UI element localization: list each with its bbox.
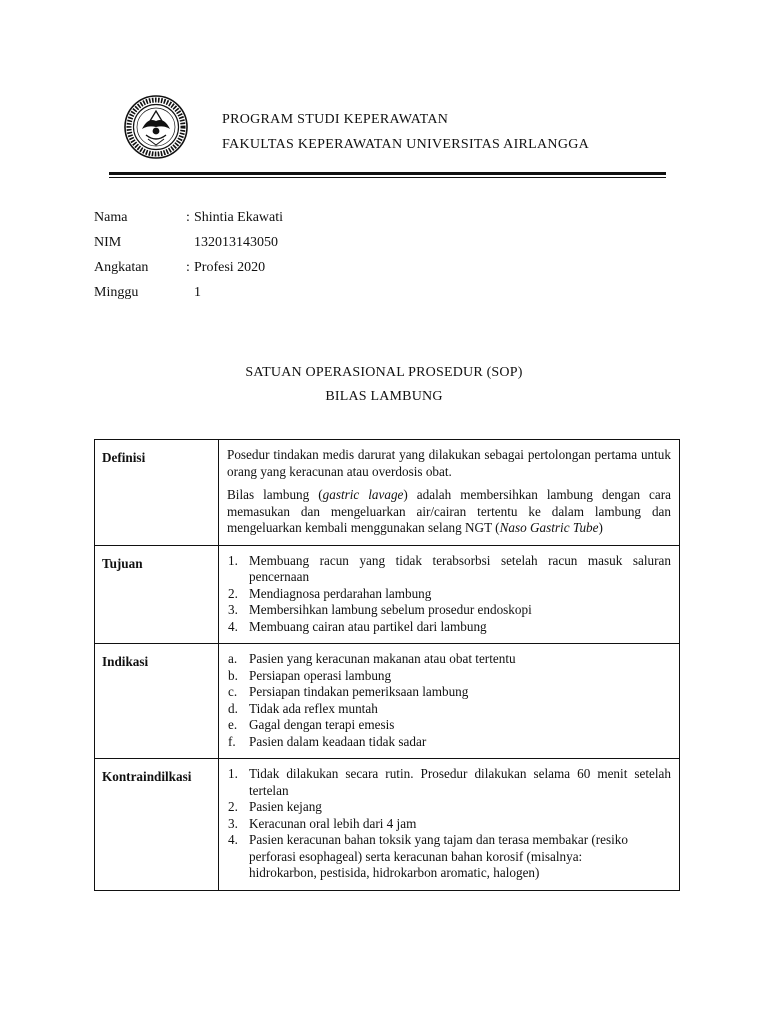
row-label: Tujuan (95, 545, 219, 644)
list-text: Keracunan oral lebih dari 4 jam (249, 815, 417, 831)
text-span: ) (598, 520, 603, 535)
header-divider-thick (109, 172, 666, 175)
list-marker: 3. (228, 602, 238, 617)
definition-paragraph: Posedur tindakan medis darurat yang dilakukan sebagai pertolongan pertama untuk orang yang keracunan atau overdosis obat. (227, 447, 671, 479)
list-marker: 1. (228, 552, 238, 568)
student-info (94, 205, 283, 305)
list-text: Pasien kejang (249, 799, 322, 814)
list-item (227, 701, 671, 718)
list-text: Pasien keracunan bahan toksik yang tajam dan terasa membakar (resiko perforasi esophageal) serta keracunan bahan korosif (misalnya: (249, 832, 628, 864)
list-marker: 3. (228, 815, 238, 831)
info-row-nama (94, 205, 283, 230)
row-content (219, 545, 680, 644)
info-value: Shintia Ekawati (194, 209, 284, 225)
list-marker: d. (228, 700, 238, 716)
list-item (227, 586, 671, 603)
list-continuation: hidrokarbon, pestisida, hidrokarbon aromatic, halogen) (249, 865, 540, 880)
list-item (227, 619, 671, 636)
list-text: Membersihkan lambung sebelum prosedur endoskopi (249, 602, 532, 617)
table-row-tujuan (95, 545, 680, 644)
text-span: ) adalah membersihkan lambung dengan cara memasukan dan mengeluarkan air/cairan tertentu ke dalam lambung dan mengeluarkan kembali menggunakan selang NGT ( (227, 487, 671, 535)
numbered-list (227, 553, 671, 636)
row-label: Kontraindilkasi (95, 759, 219, 891)
document-title: SATUAN OPERASIONAL PROSEDUR (SOP) (245, 365, 523, 380)
row-content (219, 644, 680, 759)
list-text: Membuang cairan atau partikel dari lambung (249, 618, 487, 634)
numbered-list (227, 766, 671, 865)
text-span: Bilas lambung ( (227, 487, 323, 502)
info-row-angkatan (94, 255, 283, 280)
row-label: Definisi (95, 440, 219, 546)
list-item (227, 766, 671, 799)
list-marker: 2. (228, 585, 238, 601)
list-text: Pasien yang keracunan makanan atau obat tertentu (249, 651, 516, 666)
row-content (219, 759, 680, 891)
list-item (227, 651, 671, 668)
faculty-title: FAKULTAS KEPERAWATAN UNIVERSITAS AIRLANGGA (222, 137, 590, 152)
list-text: Tidak dilakukan secara rutin. Prosedur dilakukan selama 60 menit setelah tertelan (249, 766, 671, 798)
info-value: 132013143050 (194, 234, 278, 250)
info-key: Angkatan (94, 259, 149, 275)
info-colon: : (186, 259, 190, 275)
info-key: NIM (94, 234, 122, 250)
list-item (227, 684, 671, 701)
list-marker: e. (228, 717, 238, 732)
list-marker: 2. (228, 799, 238, 814)
list-text: Pasien dalam keadaan tidak sadar (249, 733, 427, 749)
list-marker: b. (228, 667, 238, 683)
list-text: Mendiagnosa perdarahan lambung (249, 585, 432, 601)
list-text: Membuang racun yang tidak terabsorbsi setelah racun masuk saluran pencernaan (249, 552, 671, 584)
table-row-definisi (95, 440, 680, 546)
info-row-nim (94, 230, 283, 255)
list-text: Persiapan tindakan pemeriksaan lambung (249, 684, 469, 699)
italic-term: Naso Gastric Tube (499, 520, 599, 535)
list-item (227, 799, 671, 816)
list-item (227, 602, 671, 619)
list-marker: f. (228, 733, 236, 749)
list-item (227, 816, 671, 833)
university-seal-logo (124, 95, 188, 159)
list-marker: c. (228, 684, 238, 699)
table-row-kontraindikasi (95, 759, 680, 891)
italic-term: gastric lavage (322, 487, 404, 502)
row-content (219, 440, 680, 546)
row-label: Indikasi (95, 644, 219, 759)
lettered-list (227, 651, 671, 750)
info-value: 1 (194, 284, 201, 300)
list-item (227, 668, 671, 685)
list-text: Tidak ada reflex muntah (249, 700, 378, 716)
list-item (227, 734, 671, 751)
document-subtitle: BILAS LAMBUNG (325, 389, 443, 404)
list-text: Persiapan operasi lambung (249, 667, 392, 683)
table-row-indikasi (95, 644, 680, 759)
info-colon: : (186, 209, 190, 225)
info-value: Profesi 2020 (194, 259, 266, 275)
list-marker: 4. (228, 618, 238, 634)
list-item (227, 553, 671, 586)
info-key: Minggu (94, 284, 139, 300)
list-item (227, 832, 671, 865)
list-item (227, 717, 671, 734)
info-key: Nama (94, 209, 128, 225)
list-marker: a. (228, 651, 238, 666)
definition-paragraph-2 (227, 487, 671, 537)
list-text: Gagal dengan terapi emesis (249, 717, 395, 732)
list-marker: 1. (228, 766, 238, 781)
program-title: PROGRAM STUDI KEPERAWATAN (222, 112, 449, 127)
list-marker: 4. (228, 832, 238, 847)
info-row-minggu (94, 280, 283, 305)
sop-table (94, 439, 680, 891)
header-divider-thin (109, 177, 666, 178)
